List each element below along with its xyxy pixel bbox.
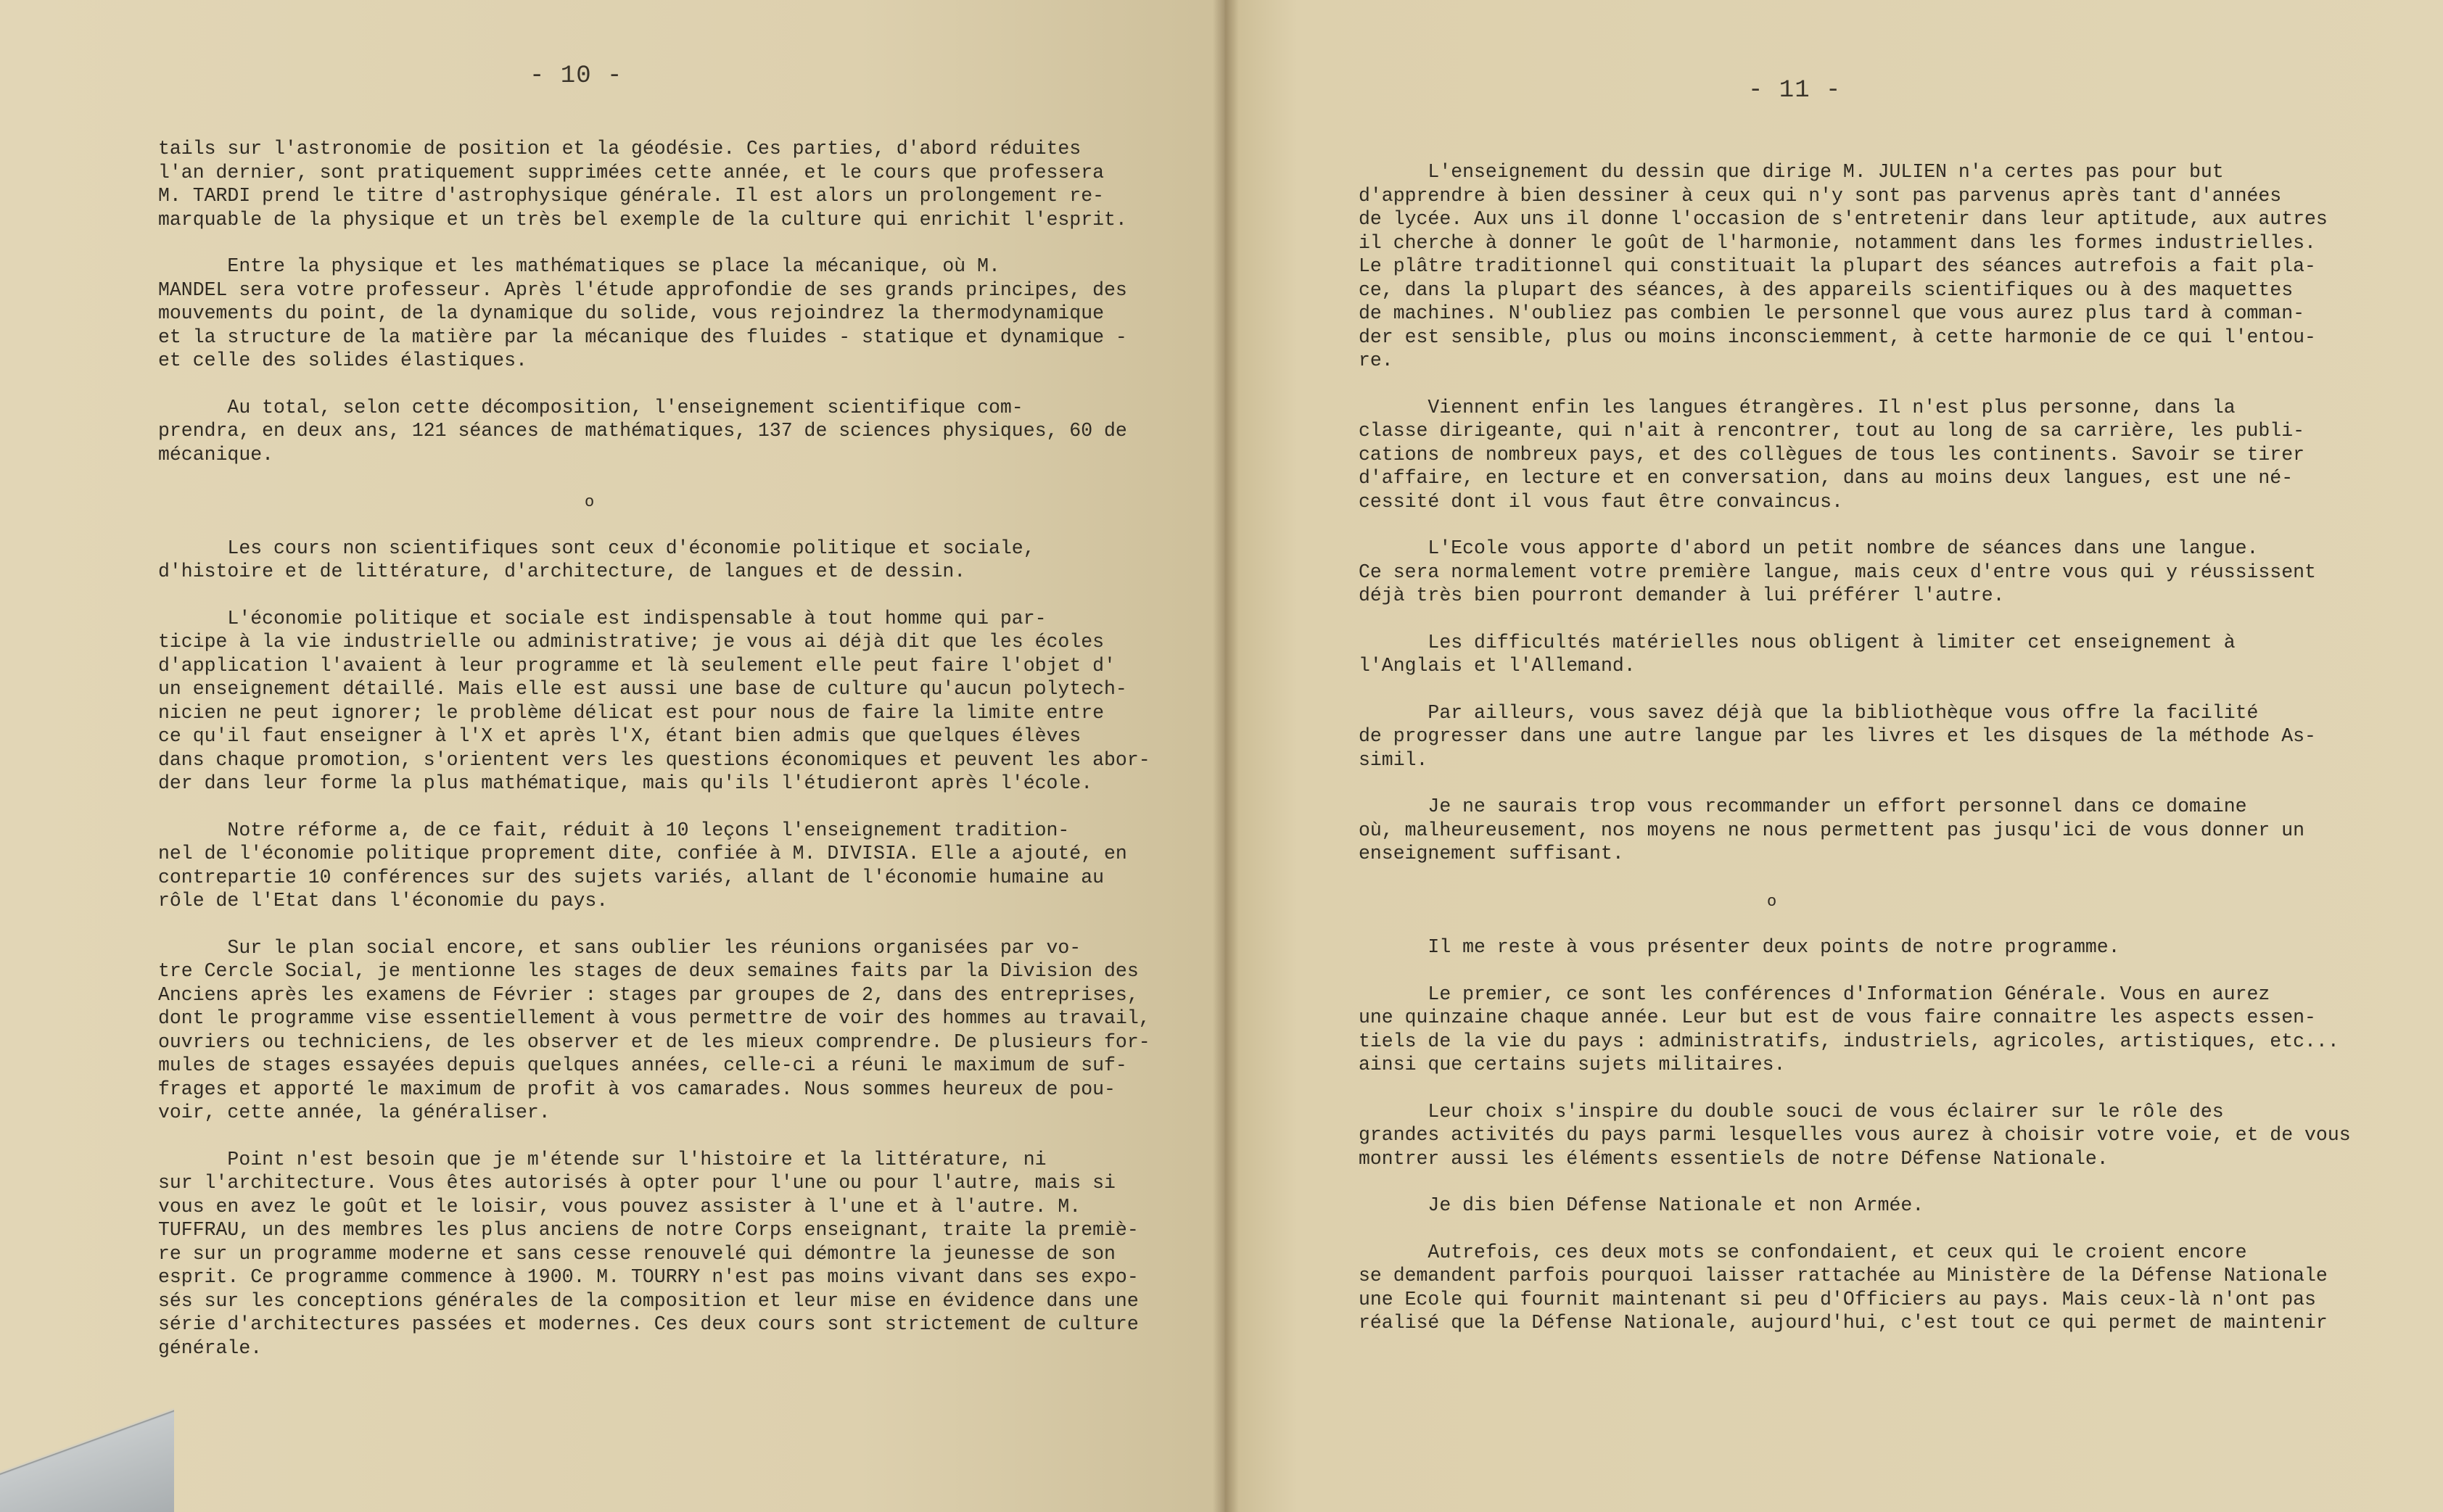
text-line: l'Anglais et l'Allemand. — [1359, 655, 1636, 677]
text-line: der est sensible, plus ou moins inconsciemment, à cette harmonie de ce qui l'entou- — [1359, 326, 2316, 348]
text-line: Sur le plan social encore, et sans oublier les réunions organisées par vo- — [158, 936, 1082, 959]
text-line: Au total, selon cette décomposition, l'enseignement scientifique com- — [158, 396, 1023, 418]
separator-mark: o — [585, 493, 595, 511]
text-line: déjà très bien pourront demander à lui préférer l'autre. — [1359, 584, 2005, 606]
text-line: Leur choix s'inspire du double souci de vous éclairer sur le rôle des — [1359, 1100, 2224, 1123]
page-number: - 11 - — [1748, 77, 1842, 104]
text-line: générale. — [158, 1337, 263, 1359]
text-line: dans chaque promotion, s'orientent vers les questions économiques et peuvent les abor- — [158, 748, 1150, 771]
text-line: Les difficultés matérielles nous obligent à limiter cet enseignement à — [1359, 631, 2236, 653]
paragraph — [1359, 1194, 2351, 1218]
paragraph — [1359, 537, 2351, 608]
text-line: Le plâtre traditionnel qui constituait la plupart des séances autrefois a fait pla- — [1359, 255, 2316, 277]
text-line: un enseignement détaillé. Mais elle est aussi une base de culture qu'aucun polytech- — [158, 678, 1127, 700]
text-line: mules de stages essayées depuis quelques années, celle-ci a réuni le maximum de suf- — [158, 1054, 1127, 1076]
section-separator — [158, 489, 1150, 513]
text-line: une quinzaine chaque année. Leur but est de vous faire connaitre les aspects essen- — [1359, 1007, 2316, 1028]
paragraph — [158, 137, 1150, 231]
text-line: sés sur les conceptions générales de la composition et leur mise en évidence dans une — [158, 1289, 1139, 1312]
text-line: prendra, en deux ans, 121 séances de mathématiques, 137 de sciences physiques, 60 de — [158, 420, 1127, 442]
text-line: enseignement suffisant. — [1359, 843, 1624, 864]
text-line: il cherche à donner le goût de l'harmonie, notamment dans les formes industrielles. — [1359, 231, 2316, 254]
section-separator — [1359, 889, 2351, 913]
text-line: mouvements du point, de la dynamique du solide, vous rejoindrez la thermodynamique — [158, 302, 1105, 324]
text-line: Le premier, ce sont les conférences d'Information Générale. Vous en aurez — [1359, 983, 2270, 1005]
text-line: sur l'architecture. Vous êtes autorisés à opter pour l'une ou pour l'autre, mais si — [158, 1172, 1116, 1194]
text-line: Autrefois, ces deux mots se confondaient, et ceux qui le croient encore — [1359, 1241, 2247, 1263]
paragraph — [1359, 396, 2351, 514]
text-line: où, malheureusement, nos moyens ne nous permettent pas jusqu'ici de vous donner un — [1359, 819, 2305, 841]
text-line: Par ailleurs, vous savez déjà que la bibliothèque vous offre la facilité — [1359, 701, 2259, 724]
paragraph — [1359, 1241, 2351, 1335]
text-line: Notre réforme a, de ce fait, réduit à 10 leçons l'enseignement tradition- — [158, 819, 1070, 841]
text-line: de progresser dans une autre langue par les livres et les disques de la méthode As- — [1359, 725, 2316, 747]
text-line: une Ecole qui fournit maintenant si peu d'Officiers au pays. Mais ceux-là n'ont pas — [1359, 1288, 2316, 1310]
text-line: dont le programme vise essentiellement à vous permettre de voir des hommes au travail, — [158, 1007, 1150, 1029]
text-line: d'application l'avaient à leur programme et là seulement elle peut faire l'objet d' — [158, 654, 1116, 677]
text-line: ticipe à la vie industrielle ou administrative; je vous ai déjà dit que les écoles — [158, 631, 1105, 653]
text-line: rôle de l'Etat dans l'économie du pays. — [158, 890, 609, 912]
text-line: MANDEL sera votre professeur. Après l'étude approfondie de ses grands principes, des — [158, 278, 1127, 301]
text-line: L'enseignement du dessin que dirige M. JULIEN n'a certes pas pour but — [1359, 161, 2224, 183]
text-line: L'économie politique et sociale est indispensable à tout homme qui par- — [158, 607, 1047, 629]
text-line: d'histoire et de littérature, d'architecture, de langues et de dessin. — [158, 561, 966, 582]
text-line: tiels de la vie du pays : administratifs, industriels, agricoles, artistiques, etc... — [1359, 1030, 2339, 1052]
page-number: - 10 - — [530, 62, 623, 90]
text-line: ainsi que certains sujets militaires. — [1359, 1054, 1786, 1075]
paragraph — [158, 607, 1150, 796]
page-body — [158, 137, 1150, 1383]
text-line: et celle des solides élastiques. — [158, 350, 527, 371]
text-line: M. TARDI prend le titre d'astrophysique générale. Il est alors un prolongement re- — [158, 185, 1105, 207]
paragraph — [158, 819, 1150, 913]
text-line: et la structure de la matière par la mécanique des fluides - statique et dynamique - — [158, 326, 1127, 348]
folded-corner-edge — [0, 1374, 174, 1512]
text-line: voir, cette année, la généraliser. — [158, 1102, 551, 1123]
separator-mark: o — [1767, 892, 1777, 911]
text-line: Ce sera normalement votre première langue, mais ceux d'entre vous qui y réussissent — [1359, 561, 2316, 583]
text-line: vous en avez le goût et le loisir, vous pouvez assister à l'une et à l'autre. M. — [158, 1195, 1082, 1218]
paragraph — [1359, 160, 2351, 373]
text-line: de lycée. Aux uns il donne l'occasion de s'entretenir dans leur aptitude, aux autres — [1359, 208, 2328, 230]
text-line: mécanique. — [158, 443, 274, 466]
text-line: Je dis bien Défense Nationale et non Armée. — [1359, 1194, 1924, 1216]
text-line: cessité dont il vous faut être convaincus. — [1359, 490, 1843, 513]
page-body — [1359, 160, 2351, 1358]
text-line: série d'architectures passées et modernes. Ces deux cours sont strictement de culture — [158, 1313, 1139, 1335]
paragraph — [1359, 1100, 2351, 1171]
text-line: se demandent parfois pourquoi laisser rattachée au Ministère de la Défense Nationale — [1359, 1265, 2328, 1286]
text-line: Je ne saurais trop vous recommander un effort personnel dans ce domaine — [1359, 796, 2247, 817]
text-line: d'apprendre à bien dessiner à ceux qui n'y sont pas parvenus après tant d'années — [1359, 184, 2282, 207]
text-line: montrer aussi les éléments essentiels de notre Défense Nationale. — [1359, 1147, 2109, 1170]
paragraph — [1359, 935, 2351, 959]
text-line: TUFFRAU, un des membres les plus anciens de notre Corps enseignant, traite la premiè- — [158, 1219, 1139, 1241]
text-line: L'Ecole vous apporte d'abord un petit nombre de séances dans une langue. — [1359, 537, 2259, 559]
text-line: Viennent enfin les langues étrangères. Il n'est plus personne, dans la — [1359, 396, 2236, 418]
text-line: marquable de la physique et un très bel exemple de la culture qui enrichit l'esprit. — [158, 208, 1127, 231]
text-line: réalisé que la Défense Nationale, aujourd'hui, c'est tout ce qui permet de maintenir — [1359, 1312, 2328, 1334]
paragraph — [158, 1148, 1150, 1360]
text-line: classe dirigeante, qui n'ait à rencontrer, tout au long de sa carrière, les publi- — [1359, 420, 2305, 442]
text-line: Point n'est besoin que je m'étende sur l'histoire et la littérature, ni — [158, 1148, 1047, 1170]
paragraph — [158, 396, 1150, 467]
text-line: der dans leur forme la plus mathématique, mais qu'ils l'étudieront après l'école. — [158, 772, 1093, 794]
paragraph — [1359, 983, 2351, 1077]
text-line: nicien ne peut ignorer; le problème délicat est pour nous de faire la limite entre — [158, 701, 1105, 724]
text-line: simil. — [1359, 748, 1428, 771]
text-line: frages et apporté le maximum de profit à vos camarades. Nous sommes heureux de pou- — [158, 1078, 1116, 1100]
paragraph — [1359, 631, 2351, 678]
text-line: Les cours non scientifiques sont ceux d'économie politique et sociale, — [158, 537, 1035, 559]
text-line: nel de l'économie politique proprement dite, confiée à M. DIVISIA. Elle a ajouté, en — [158, 843, 1127, 864]
text-line: contrepartie 10 conférences sur des sujets variés, allant de l'économie humaine au — [158, 866, 1105, 888]
text-line: de machines. N'oubliez pas combien le personnel que vous aurez plus tard à comman- — [1359, 302, 2305, 324]
paragraph — [1359, 795, 2351, 866]
paragraph — [158, 255, 1150, 373]
book-gutter — [1213, 0, 1239, 1512]
text-line: tails sur l'astronomie de position et la géodésie. Ces parties, d'abord réduites — [158, 138, 1082, 160]
text-line: l'an dernier, sont pratiquement supprimées cette année, et le cours que professera — [158, 161, 1105, 183]
paragraph — [158, 537, 1150, 584]
text-line: Entre la physique et les mathématiques se place la mécanique, où M. — [158, 255, 1000, 277]
paragraph — [158, 936, 1150, 1125]
text-line: grandes activités du pays parmi lesquelles vous aurez à choisir votre voie, et de vous — [1359, 1124, 2351, 1146]
text-line: re. — [1359, 350, 1393, 371]
text-line: esprit. Ce programme commence à 1900. M. TOURRY n'est pas moins vivant dans ses expo- — [158, 1266, 1139, 1288]
text-line: re sur un programme moderne et sans cesse renouvelé qui démontre la jeunesse de son — [158, 1242, 1116, 1265]
text-line: Il me reste à vous présenter deux points de notre programme. — [1359, 936, 2120, 958]
text-line: cations de nombreux pays, et des collègues de tous les continents. Savoir se tirer — [1359, 443, 2305, 466]
text-line: tre Cercle Social, je mentionne les stages de deux semaines faits par la Division des — [158, 960, 1139, 982]
text-line: Anciens après les examens de Février : stages par groupes de 2, dans des entreprises, — [158, 983, 1139, 1006]
paragraph — [1359, 701, 2351, 772]
text-line: ce qu'il faut enseigner à l'X et après l'X, étant bien admis que quelques élèves — [158, 725, 1082, 747]
text-line: d'affaire, en lecture et en conversation, dans au moins deux langues, est une né- — [1359, 467, 2294, 489]
right-page — [1224, 0, 2443, 1512]
text-line: ouvriers ou techniciens, de les observer et de les mieux comprendre. De plusieurs for- — [158, 1030, 1150, 1053]
text-line: ce, dans la plupart des séances, à des appareils scientifiques ou à des maquettes — [1359, 278, 2294, 301]
